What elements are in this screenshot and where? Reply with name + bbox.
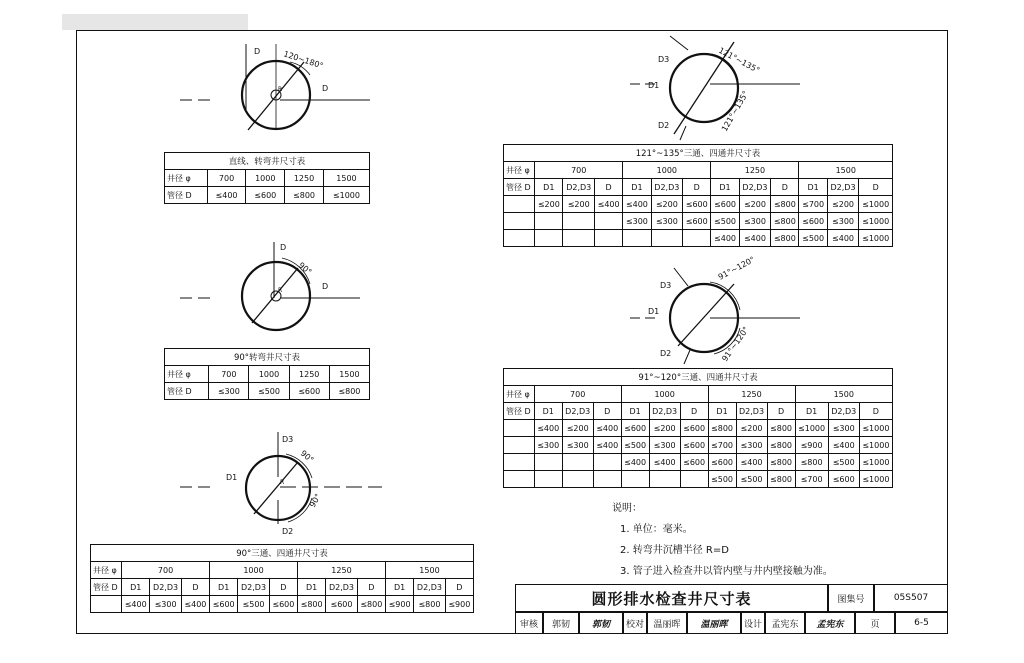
tee-121-135-well-diagram [630, 36, 810, 146]
diagram1-angle: 120~180° [282, 49, 325, 71]
notes [612, 498, 833, 582]
table4-cell: ≤200 [651, 196, 683, 213]
table3-subheader: D1 [210, 579, 238, 596]
table4-cell [563, 230, 595, 247]
table4-cell [594, 213, 622, 230]
table2-cell: ≤500 [249, 383, 289, 400]
diagram3-label-d1: D1 [226, 473, 238, 482]
table5-header: 1500 [795, 386, 893, 403]
table2-caption: 90°转弯井尺寸表 [165, 349, 370, 366]
table5-cell: ≤700 [708, 437, 736, 454]
note-item: 1. 单位：毫米。 [620, 524, 693, 535]
table4-cell: ≤300 [623, 213, 651, 230]
table5-subheader: D [680, 403, 708, 420]
table1-header: 1000 [246, 170, 285, 187]
table5-cell: ≤300 [534, 437, 562, 454]
table5-cell: ≤600 [708, 454, 736, 471]
table5-cell: ≤400 [828, 437, 859, 454]
table3-row2-label: 管径 D [91, 579, 122, 596]
table5-cell [534, 471, 562, 488]
table4-cell [683, 230, 711, 247]
table5-cell: ≤1000 [795, 420, 828, 437]
diagram5-label-d3: D3 [660, 281, 672, 290]
atlas-number: 05S507 [874, 584, 948, 612]
table4-cell: ≤1000 [859, 213, 893, 230]
table5-cell [534, 454, 562, 471]
table1-caption: 直线、转弯井尺寸表 [165, 153, 370, 170]
table3-cell: ≤600 [210, 596, 238, 613]
table5-cell: ≤600 [680, 420, 708, 437]
table5-subheader: D [859, 403, 892, 420]
diagram4-angle2: 121°~135° [719, 89, 751, 133]
tee-90-well-table [90, 544, 474, 613]
table4-header: 1000 [623, 162, 711, 179]
diagram1-r: R [278, 86, 283, 93]
table5-subheader: D [767, 403, 795, 420]
table5-cell [562, 454, 593, 471]
table5-subheader: D2,D3 [736, 403, 767, 420]
table5-cell: ≤700 [795, 471, 828, 488]
table3-cell: ≤800 [414, 596, 445, 613]
table3-subheader: D2,D3 [414, 579, 445, 596]
table1-row1-label: 井径 φ [165, 170, 208, 187]
table5-cell: ≤500 [621, 437, 649, 454]
table5-cell: ≤300 [649, 437, 680, 454]
table4-cell: ≤400 [827, 230, 859, 247]
tee-121-135-well-table [503, 144, 893, 247]
diagram5-angle1: 91°~120° [716, 254, 757, 282]
table2-header: 1000 [249, 366, 289, 383]
diagram3-angle2: 90° [307, 492, 323, 509]
table3-subheader: D1 [298, 579, 326, 596]
table1-cell: ≤600 [246, 187, 285, 204]
table5-cell: ≤200 [562, 420, 593, 437]
table4-subheader: D1 [799, 179, 827, 196]
table4-cell [623, 230, 651, 247]
table1-header: 1500 [323, 170, 369, 187]
table4-cell [535, 230, 563, 247]
bend-90-well-table [164, 348, 370, 400]
table5-cell: ≤400 [649, 454, 680, 471]
table4-header: 1500 [799, 162, 893, 179]
table2-header: 700 [209, 366, 249, 383]
note-item: 3. 管子进入检查井以管内壁与井内壁接触为准。 [620, 566, 833, 577]
table5-subheader: D [593, 403, 621, 420]
table5-cell: ≤800 [767, 454, 795, 471]
table4-cell: ≤600 [799, 213, 827, 230]
table3-caption: 90°三通、四通井尺寸表 [91, 545, 474, 562]
table4-cell: ≤500 [711, 213, 739, 230]
table4-subheader: D [683, 179, 711, 196]
table5-cell [680, 471, 708, 488]
table1-cell: ≤400 [207, 187, 246, 204]
diagram3-label-d3: D3 [282, 435, 294, 444]
table4-cell: ≤200 [535, 196, 563, 213]
table5-subheader: D1 [795, 403, 828, 420]
checker-name: 温丽晖 [647, 612, 687, 634]
table5-cell: ≤800 [795, 454, 828, 471]
table5-cell: ≤900 [795, 437, 828, 454]
table5-header: 1000 [621, 386, 708, 403]
table5-cell: ≤500 [736, 471, 767, 488]
diagram4-label-d2: D2 [658, 121, 670, 130]
table5-subheader: D1 [621, 403, 649, 420]
table4-header: 700 [535, 162, 623, 179]
reviewer-name: 郭韧 [543, 612, 579, 634]
table3-cell: ≤300 [150, 596, 181, 613]
diagram5-label-d1: D1 [648, 307, 660, 316]
table3-cell: ≤400 [181, 596, 209, 613]
table4-cell: ≤200 [827, 196, 859, 213]
table4-subheader: D1 [623, 179, 651, 196]
table1-row2-label: 管径 D [165, 187, 208, 204]
designer-name: 孟宪东 [765, 612, 805, 634]
table3-subheader: D1 [385, 579, 413, 596]
table5-cell: ≤500 [708, 471, 736, 488]
table3-cell: ≤800 [298, 596, 326, 613]
table5-cell [562, 471, 593, 488]
table2-cell: ≤600 [289, 383, 329, 400]
table4-cell: ≤600 [683, 213, 711, 230]
table4-cell: ≤300 [651, 213, 683, 230]
table2-cell: ≤300 [209, 383, 249, 400]
table3-cell: ≤800 [357, 596, 385, 613]
table5-header: 700 [534, 386, 621, 403]
diagram1-label-d-right: D [322, 84, 329, 93]
table4-subheader: D2,D3 [651, 179, 683, 196]
table3-cell: ≤600 [326, 596, 357, 613]
table5-cell: ≤1000 [859, 454, 892, 471]
table5-cell [593, 471, 621, 488]
table1-header: 1250 [285, 170, 324, 187]
table3-subheader: D [181, 579, 209, 596]
table5-cell: ≤200 [649, 420, 680, 437]
design-label: 设计 [741, 612, 765, 634]
table3-header: 1000 [210, 562, 298, 579]
table1-cell: ≤800 [285, 187, 324, 204]
diagram2-r: R [278, 287, 283, 294]
tee-90-well-diagram [170, 432, 390, 540]
table4-row1-label: 井径 φ [504, 162, 535, 179]
table3-row1-label: 井径 φ [91, 562, 122, 579]
table5-cell: ≤400 [736, 454, 767, 471]
diagram5-label-d2: D2 [660, 349, 672, 358]
table4-cell: ≤300 [739, 213, 771, 230]
table5-subheader: D2,D3 [562, 403, 593, 420]
straight-bend-well-diagram [170, 40, 370, 140]
table4-cell: ≤400 [594, 196, 622, 213]
table5-cell: ≤800 [708, 420, 736, 437]
table4-cell: ≤400 [711, 230, 739, 247]
reviewer-signature: 郭韧 [579, 612, 623, 634]
table4-cell: ≤400 [739, 230, 771, 247]
table4-cell: ≤400 [623, 196, 651, 213]
diagram5-angle2: 91°~120° [720, 325, 751, 364]
table3-header: 1250 [298, 562, 386, 579]
table5-cell: ≤300 [736, 437, 767, 454]
table5-cell: ≤400 [534, 420, 562, 437]
table5-cell: ≤800 [767, 471, 795, 488]
table5-subheader: D2,D3 [828, 403, 859, 420]
table5-cell [621, 471, 649, 488]
table4-cell: ≤200 [739, 196, 771, 213]
tee-91-120-well-table [503, 368, 893, 488]
table4-cell [563, 213, 595, 230]
table4-subheader: D2,D3 [739, 179, 771, 196]
note-item: 2. 转弯井沉槽半径 R=D [620, 545, 729, 556]
table4-cell: ≤800 [771, 196, 799, 213]
table4-subheader: D2,D3 [563, 179, 595, 196]
table4-cell: ≤200 [563, 196, 595, 213]
table5-cell: ≤600 [828, 471, 859, 488]
table4-subheader: D [594, 179, 622, 196]
table5-cell: ≤200 [736, 420, 767, 437]
table4-caption: 121°~135°三通、四通井尺寸表 [504, 145, 893, 162]
diagram3-label-d2: D2 [282, 527, 294, 536]
table5-cell: ≤400 [621, 454, 649, 471]
table2-row1-label: 井径 φ [165, 366, 209, 383]
table5-cell: ≤400 [593, 420, 621, 437]
table4-cell: ≤700 [799, 196, 827, 213]
table3-subheader: D2,D3 [326, 579, 357, 596]
top-bar [62, 14, 248, 30]
diagram2-label-d: D [280, 243, 287, 252]
table3-cell: ≤400 [122, 596, 150, 613]
table5-cell: ≤600 [680, 437, 708, 454]
table3-subheader: D2,D3 [150, 579, 181, 596]
table3-subheader: D [357, 579, 385, 596]
table5-cell: ≤1000 [859, 437, 892, 454]
table5-cell: ≤1000 [859, 471, 892, 488]
check-label: 校对 [623, 612, 647, 634]
table3-subheader: D [445, 579, 473, 596]
page-number: 6-5 [895, 612, 948, 634]
table2-header: 1500 [329, 366, 369, 383]
table5-cell: ≤300 [562, 437, 593, 454]
table5-cell [593, 454, 621, 471]
table4-cell: ≤800 [771, 230, 799, 247]
drawing-title: 圆形排水检查井尺寸表 [515, 584, 828, 612]
table5-cell: ≤300 [828, 420, 859, 437]
diagram4-angle1: 121°~135° [717, 45, 762, 76]
table5-subheader: D2,D3 [649, 403, 680, 420]
table4-cell: ≤800 [771, 213, 799, 230]
table5-caption: 91°~120°三通、四通井尺寸表 [504, 369, 893, 386]
table1-header: 700 [207, 170, 246, 187]
table3-subheader: D2,D3 [238, 579, 269, 596]
table4-cell [651, 230, 683, 247]
diagram2-angle: 90° [296, 260, 314, 277]
table5-subheader: D1 [708, 403, 736, 420]
designer-signature: 孟宪东 [805, 612, 855, 634]
table4-cell [594, 230, 622, 247]
atlas-number-label: 图集号 [828, 584, 874, 612]
table5-cell: ≤500 [828, 454, 859, 471]
table2-row2-label: 管径 D [165, 383, 209, 400]
table4-cell: ≤600 [711, 196, 739, 213]
table5-cell: ≤600 [621, 420, 649, 437]
table4-cell: ≤600 [683, 196, 711, 213]
diagram3-r: R [280, 479, 285, 486]
table4-row2-label: 管径 D [504, 179, 535, 196]
table4-subheader: D2,D3 [827, 179, 859, 196]
diagram1-label-d: D [254, 47, 261, 56]
table4-cell: ≤1000 [859, 196, 893, 213]
table5-row2-label: 管径 D [504, 403, 535, 420]
table2-cell: ≤800 [329, 383, 369, 400]
checker-signature: 温丽晖 [687, 612, 741, 634]
table5-row1-label: 井径 φ [504, 386, 535, 403]
diagram2-label-d-right: D [322, 282, 329, 291]
table4-header: 1250 [711, 162, 799, 179]
table3-subheader: D1 [122, 579, 150, 596]
diagram4-label-d1: D1 [648, 81, 660, 90]
table5-cell: ≤1000 [859, 420, 892, 437]
table5-cell: ≤800 [767, 420, 795, 437]
table5-cell [649, 471, 680, 488]
table3-cell: ≤500 [238, 596, 269, 613]
table3-header: 1500 [385, 562, 473, 579]
table4-subheader: D [771, 179, 799, 196]
table4-subheader: D1 [711, 179, 739, 196]
table4-subheader: D [859, 179, 893, 196]
table4-cell: ≤300 [827, 213, 859, 230]
bend-90-well-diagram [170, 238, 370, 338]
table5-subheader: D1 [534, 403, 562, 420]
table3-header: 700 [122, 562, 210, 579]
table4-cell: ≤1000 [859, 230, 893, 247]
table5-header: 1250 [708, 386, 795, 403]
table4-cell [535, 213, 563, 230]
diagram3-angle1: 90° [298, 448, 316, 465]
table1-cell: ≤1000 [323, 187, 369, 204]
table5-cell: ≤800 [767, 437, 795, 454]
diagram4-label-d3: D3 [658, 55, 670, 64]
table5-cell: ≤600 [680, 454, 708, 471]
table4-subheader: D1 [535, 179, 563, 196]
table5-cell: ≤400 [593, 437, 621, 454]
table3-subheader: D [269, 579, 297, 596]
review-label: 审核 [515, 612, 543, 634]
straight-bend-well-table [164, 152, 370, 204]
tee-91-120-well-diagram [630, 254, 810, 368]
title-block [515, 584, 948, 634]
notes-heading: 说明： [612, 503, 642, 514]
table3-cell: ≤600 [269, 596, 297, 613]
table2-header: 1250 [289, 366, 329, 383]
table4-cell: ≤500 [799, 230, 827, 247]
table3-cell: ≤900 [445, 596, 473, 613]
page-label: 页 [855, 612, 895, 634]
table3-cell: ≤900 [385, 596, 413, 613]
